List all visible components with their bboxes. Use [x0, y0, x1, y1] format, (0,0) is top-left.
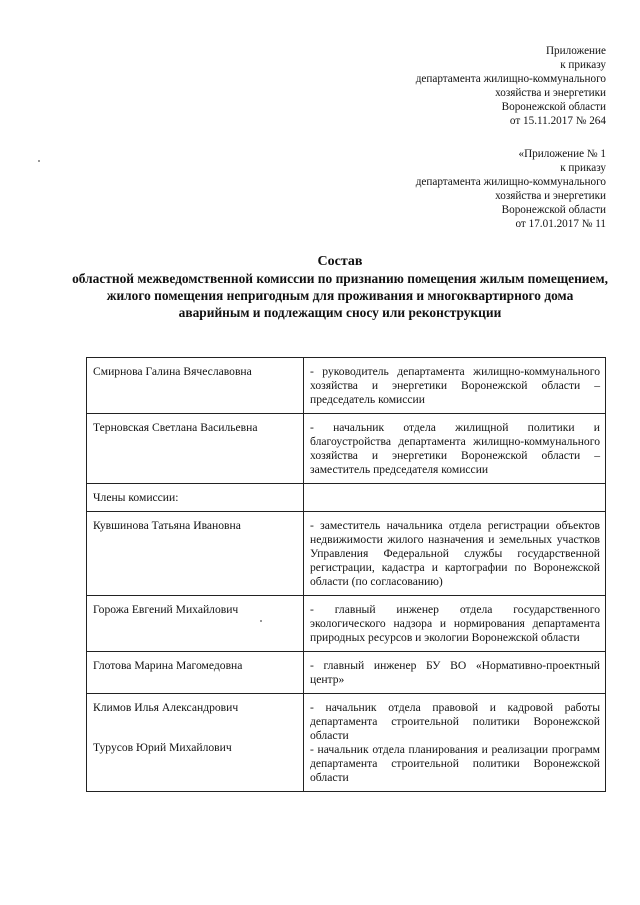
appendix-line: «Приложение № 1: [518, 148, 606, 160]
member-role: - главный инженер БУ ВО «Нормативно-проектный центр»: [304, 652, 606, 694]
member-name: Климов Илья Александрович: [93, 701, 239, 714]
appendix-header: [416, 44, 606, 128]
table-row: [87, 358, 606, 414]
member-name: Турусов Юрий Михайлович: [93, 741, 232, 754]
table-row: [87, 596, 606, 652]
member-role: - начальник отдела правовой и кадровой работы департамента строительной политики Воронежской области: [310, 701, 600, 742]
appendix-line: к приказу: [560, 59, 606, 71]
appendix-line: хозяйства и энергетики: [495, 190, 606, 202]
member-name: Терновская Светлана Васильевна: [87, 414, 304, 484]
appendix-line: к приказу: [560, 162, 606, 174]
member-role: - руководитель департамента жилищно-коммунального хозяйства и энергетики Воронежской области – председатель комиссии: [304, 358, 606, 414]
appendix-header-previous: [416, 147, 606, 231]
member-role: - начальник отдела планирования и реализации программ департамента строительной политики Воронежской области: [310, 743, 600, 784]
section-label: Члены комиссии:: [87, 484, 304, 512]
appendix-line: от 17.01.2017 № 11: [515, 218, 606, 230]
appendix-line: Воронежской области: [501, 204, 606, 216]
member-name: Глотова Марина Магомедовна: [87, 652, 304, 694]
document-title: [70, 253, 610, 321]
appendix-line: департамента жилищно-коммунального: [415, 73, 606, 85]
appendix-line: департамента жилищно-коммунального: [415, 176, 606, 188]
table-row: [87, 694, 606, 792]
table-row: [87, 484, 606, 512]
title-subtitle: областной межведомственной комиссии по признанию помещения жилым помещением, жилого помещения непригодным для проживания и многоквартирного дома аварийным и подлежащим сносу или реконструкции: [72, 271, 608, 320]
scan-speck: [38, 160, 40, 162]
table-row: [87, 414, 606, 484]
member-role: - заместитель начальника отдела регистрации объектов недвижимости жилого назначения и земельных участков Управления Федеральной службы государственной регистрации, кадастра и картографии по Воронежской области (по согласованию): [304, 512, 606, 596]
table-row: [87, 512, 606, 596]
scan-speck: [260, 620, 262, 622]
member-name-cell: [87, 694, 304, 792]
appendix-line: Приложение: [545, 45, 606, 57]
title-main: Состав: [317, 254, 363, 269]
appendix-line: хозяйства и энергетики: [495, 87, 606, 99]
member-role-cell: [304, 694, 606, 792]
member-name: Кувшинова Татьяна Ивановна: [87, 512, 304, 596]
table-row: [87, 652, 606, 694]
member-role: [304, 484, 606, 512]
member-name: Горожа Евгений Михайлович: [87, 596, 304, 652]
commission-table: [86, 357, 606, 792]
appendix-line: от 15.11.2017 № 264: [509, 115, 606, 127]
member-name: Смирнова Галина Вячеславовна: [87, 358, 304, 414]
appendix-line: Воронежской области: [501, 101, 606, 113]
member-role: - главный инженер отдела государственного экологического надзора и нормирования департамента природных ресурсов и экологии Воронежской области: [304, 596, 606, 652]
member-role: - начальник отдела жилищной политики и благоустройства департамента жилищно-коммунального хозяйства и энергетики Воронежской области – заместитель председателя комиссии: [304, 414, 606, 484]
